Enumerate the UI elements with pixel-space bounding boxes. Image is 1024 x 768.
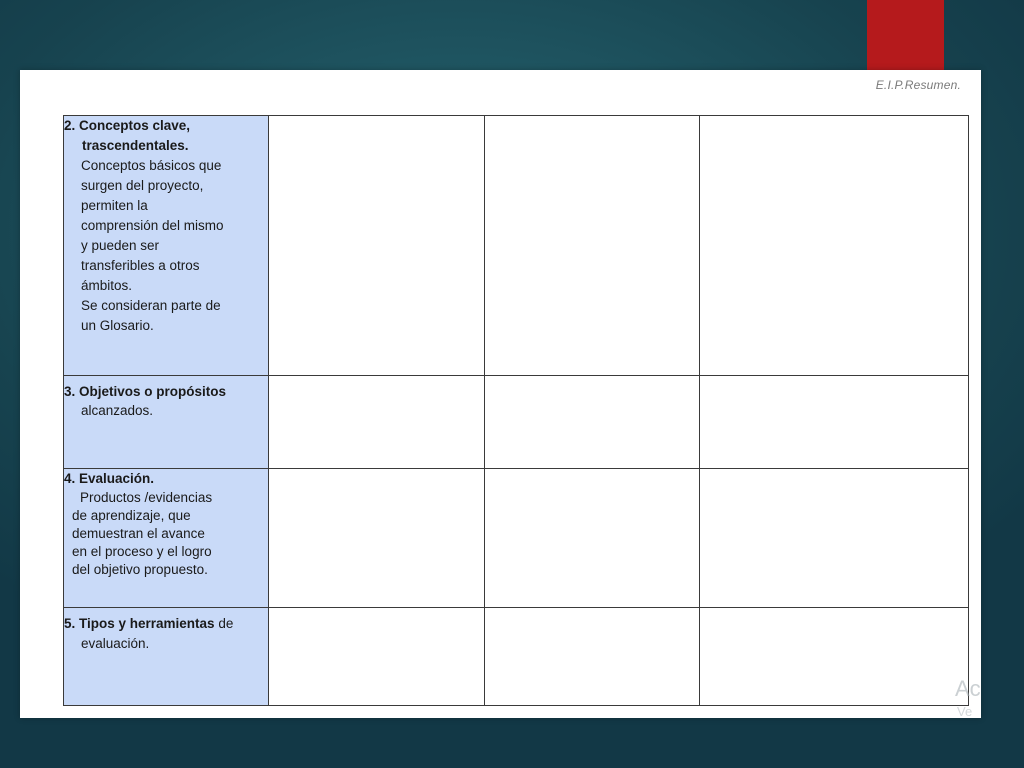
row-label-objetivos (64, 376, 269, 469)
description-line: Conceptos básicos que (81, 158, 222, 173)
activation-watermark-sub: Ve (957, 704, 973, 719)
row-description (64, 634, 268, 654)
empty-cell[interactable] (269, 116, 485, 376)
row-title-continued: trascendentales. (82, 138, 189, 153)
row-title-rest: de (214, 616, 234, 631)
empty-cell[interactable] (269, 469, 485, 608)
empty-cell[interactable] (700, 469, 969, 608)
description-line: y pueden ser (81, 238, 160, 253)
summary-table (63, 115, 969, 706)
description-line: permiten la (81, 198, 148, 213)
header-note: E.I.P.Resumen. (875, 78, 961, 92)
row-title: 3. Objetivos o propósitos (64, 384, 227, 399)
description-line: en el proceso y el logro (72, 544, 212, 559)
description-line: surgen del proyecto, (81, 178, 204, 193)
empty-cell[interactable] (485, 469, 700, 608)
description-line: alcanzados. (81, 403, 154, 418)
empty-cell[interactable] (700, 116, 969, 376)
row-label-conceptos (64, 116, 269, 376)
red-accent-bar (867, 0, 944, 70)
description-line: transferibles a otros (81, 258, 200, 273)
row-description (64, 156, 268, 336)
row-label-tipos (64, 608, 269, 706)
description-line: un Glosario. (81, 318, 154, 333)
description-line: Productos /evidencias (80, 490, 213, 505)
description-line: Se consideran parte de (81, 298, 221, 313)
table-row (64, 469, 969, 608)
table-row (64, 376, 969, 469)
row-title: 2. Conceptos clave, (64, 118, 191, 133)
empty-cell[interactable] (485, 608, 700, 706)
document-page (20, 70, 981, 718)
row-title: 4. Evaluación. (64, 471, 155, 486)
description-line: ámbitos. (81, 278, 133, 293)
activation-watermark: Ac (955, 676, 981, 701)
description-line: evaluación. (81, 636, 150, 651)
description-line: comprensión del mismo (81, 218, 224, 233)
empty-cell[interactable] (485, 376, 700, 469)
empty-cell[interactable] (269, 608, 485, 706)
row-title (64, 614, 268, 634)
row-description (64, 402, 268, 420)
empty-cell[interactable] (269, 376, 485, 469)
description-line: del objetivo propuesto. (72, 562, 208, 577)
row-label-evaluacion (64, 469, 269, 608)
empty-cell[interactable] (485, 116, 700, 376)
row-title-bold: 5. Tipos y herramientas (64, 616, 215, 631)
empty-cell[interactable] (700, 608, 969, 706)
description-line: de aprendizaje, que (72, 508, 191, 523)
table-row (64, 116, 969, 376)
table-row (64, 608, 969, 706)
empty-cell[interactable] (700, 376, 969, 469)
description-line: demuestran el avance (72, 526, 205, 541)
row-description (64, 489, 268, 579)
